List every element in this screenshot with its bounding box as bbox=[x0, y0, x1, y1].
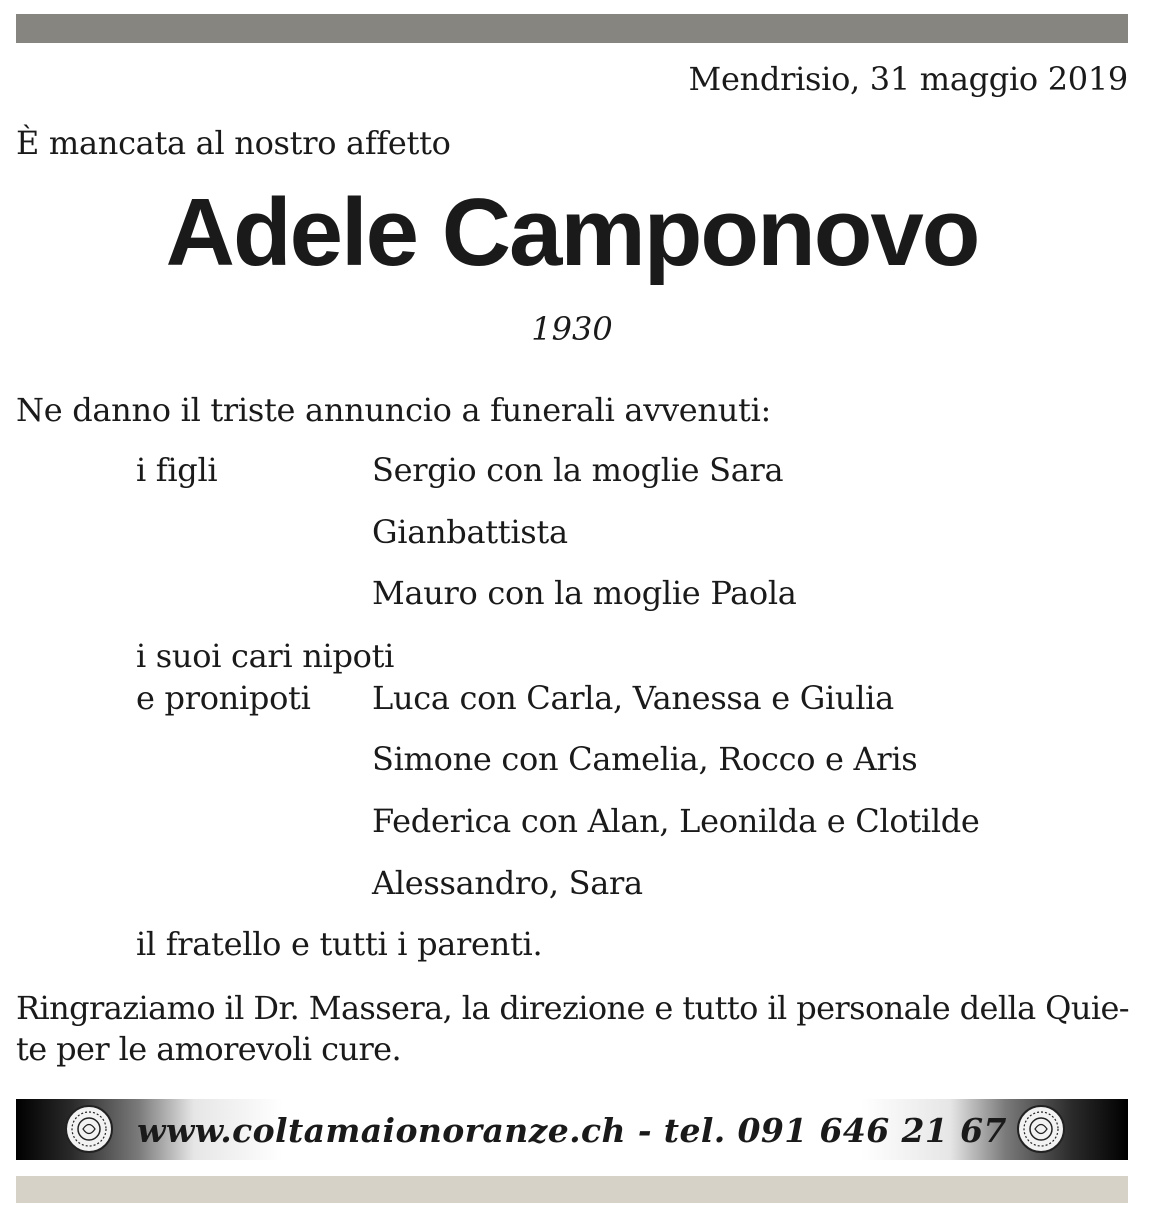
birth-year: 1930 bbox=[531, 310, 613, 348]
child-entry: Gianbattista bbox=[372, 513, 568, 551]
bottom-bar bbox=[16, 1176, 1128, 1203]
top-bar bbox=[16, 14, 1128, 43]
grandchild-entry: Simone con Camelia, Rocco e Aris bbox=[372, 740, 918, 778]
grandchild-entry: Luca con Carla, Vanessa e Giulia bbox=[372, 679, 894, 717]
other-relatives: il fratello e tutti i parenti. bbox=[136, 925, 543, 963]
thanks-paragraph bbox=[16, 988, 1136, 1070]
intro-text: È mancata al nostro affetto bbox=[16, 124, 451, 162]
great-grandchildren-label: e pronipoti bbox=[136, 679, 311, 717]
contact-line: www.coltamaionoranze.ch - tel. 091 646 21 67 bbox=[137, 1111, 1007, 1150]
thanks-line-2: te per le amorevoli cure. bbox=[16, 1030, 402, 1068]
footer-banner bbox=[16, 1099, 1128, 1160]
deceased-name: Adele Camponovo bbox=[165, 179, 979, 286]
child-entry: Sergio con la moglie Sara bbox=[372, 451, 784, 489]
thanks-line-1: Ringraziamo il Dr. Massera, la direzione e tutto il personale della Quie- bbox=[16, 989, 1130, 1027]
children-label: i figli bbox=[136, 451, 218, 489]
announcement-text: Ne danno il triste annuncio a funerali avvenuti: bbox=[16, 391, 771, 429]
grandchildren-label: i suoi cari nipoti bbox=[136, 637, 395, 675]
grandchild-entry: Federica con Alan, Leonilda e Clotilde bbox=[372, 802, 980, 840]
funeral-home-seal-icon bbox=[1016, 1104, 1066, 1154]
date-line: Mendrisio, 31 maggio 2019 bbox=[688, 60, 1128, 98]
child-entry: Mauro con la moglie Paola bbox=[372, 574, 797, 612]
grandchild-entry: Alessandro, Sara bbox=[372, 864, 643, 902]
